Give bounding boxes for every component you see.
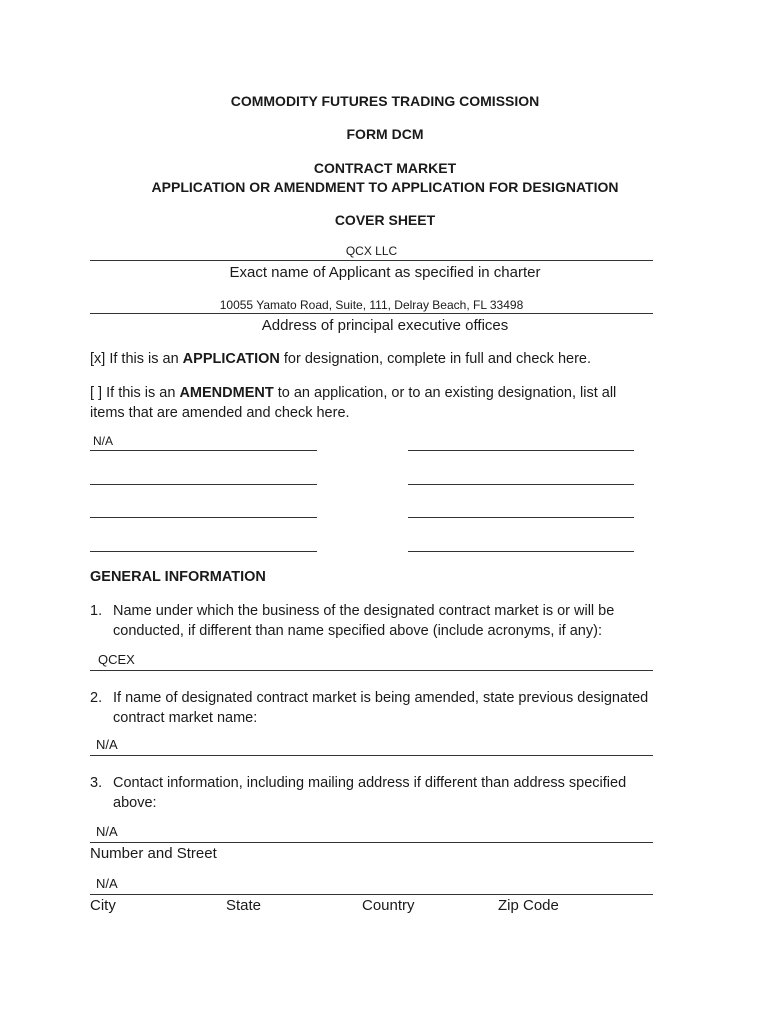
q3-state-label: State: [226, 897, 262, 914]
applicant-name-field[interactable]: [90, 242, 653, 261]
q1-line1: Name under which the business of the designated contract market is or will be: [113, 603, 615, 619]
form-title: FORM DCM: [346, 126, 424, 142]
q3-country-label: Country: [362, 897, 415, 914]
address-caption: Address of principal executive offices: [261, 317, 509, 334]
amendment-checkbox-line[interactable]: [90, 383, 690, 423]
q3-number: 3.: [90, 775, 103, 791]
q3-line1: Contact information, including mailing address if different than address specified: [113, 775, 627, 791]
form-subtitle-2: APPLICATION OR AMENDMENT TO APPLICATION FOR DESIGNATION: [151, 179, 619, 195]
q1-number: 1.: [90, 603, 103, 619]
q2-answer-value: N/A: [96, 737, 118, 752]
q3-street-field[interactable]: [90, 824, 653, 843]
general-info-heading: GENERAL INFORMATION: [90, 569, 266, 585]
application-checkbox-line[interactable]: [90, 349, 690, 369]
agency-title: COMMODITY FUTURES TRADING COMISSION: [230, 93, 540, 109]
amended-item-line-7[interactable]: [90, 551, 317, 552]
q3-street-value: N/A: [96, 824, 118, 839]
applicant-name-value: QCX LLC: [345, 244, 398, 258]
q1-text: [113, 601, 683, 641]
form-subtitle: CONTRACT MARKET: [313, 160, 457, 176]
application-suffix: for designation, complete in full and check here.: [279, 351, 592, 367]
amended-item-line-3[interactable]: [90, 484, 317, 485]
q3-text: [113, 773, 693, 813]
cover-sheet-title: COVER SHEET: [334, 212, 436, 228]
q3-city-value: N/A: [96, 876, 118, 891]
q2-line2: contract market name:: [113, 710, 258, 726]
q2-line1: If name of designated contract market is being amended, state previous designated: [113, 690, 649, 706]
q3-city-field[interactable]: [90, 876, 653, 895]
amendment-line2: items that are amended and check here.: [90, 405, 350, 421]
amendment-suffix: to an application, or to an existing designation, list all: [273, 385, 617, 401]
amended-item-line-6[interactable]: [408, 517, 634, 518]
amendment-bold: AMENDMENT: [179, 385, 274, 401]
amended-item-line-5[interactable]: [90, 517, 317, 518]
address-field[interactable]: [90, 296, 653, 314]
q3-street-label: Number and Street: [90, 845, 217, 862]
amended-item-value-1: N/A: [93, 434, 114, 448]
amended-item-line-2[interactable]: [408, 450, 634, 451]
q3-city-label: City: [90, 897, 116, 914]
q2-number: 2.: [90, 690, 103, 706]
amended-item-line-1[interactable]: [90, 450, 317, 451]
q2-answer-field[interactable]: [90, 737, 653, 756]
q1-answer-value: QCEX: [98, 652, 135, 667]
q2-text: [113, 688, 693, 728]
q3-zip-label: Zip Code: [498, 897, 559, 914]
application-bold: APPLICATION: [182, 351, 280, 367]
amended-item-line-4[interactable]: [408, 484, 634, 485]
amended-item-line-8[interactable]: [408, 551, 634, 552]
address-value: 10055 Yamato Road, Suite, 111, Delray Beach, FL 33498: [219, 298, 524, 312]
applicant-name-caption: Exact name of Applicant as specified in charter: [229, 264, 541, 281]
q1-answer-field[interactable]: [90, 652, 653, 671]
q3-line2: above:: [113, 795, 157, 811]
application-prefix: [x] If this is an: [90, 351, 183, 367]
q1-line2: conducted, if different than name specified above (include acronyms, if any):: [113, 623, 602, 639]
amendment-prefix: [ ] If this is an: [90, 385, 180, 401]
